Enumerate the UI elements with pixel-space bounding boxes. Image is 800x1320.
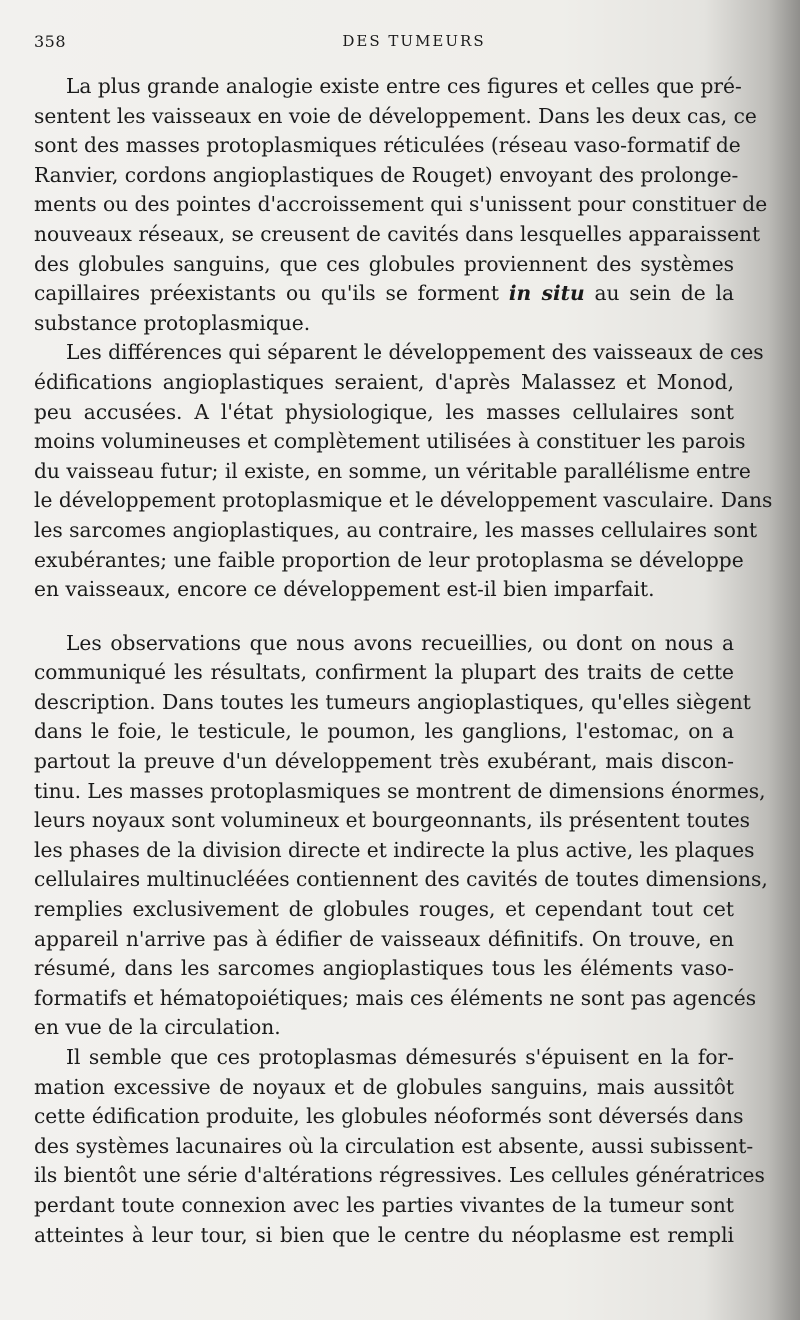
paragraph-2: [34, 338, 773, 604]
text-line: Les observations que nous avons recueillies, ou dont on nous a: [66, 630, 734, 655]
text-line: atteintes à leur tour, si bien que le centre du néoplasme est rempli: [34, 1222, 734, 1247]
text-line: mation excessive de noyaux et de globules sanguins, mais aussitôt: [34, 1074, 734, 1099]
text-line-with-italic: [34, 279, 734, 309]
text-line: peu accusées. A l'état physiologique, les masses cellulaires sont: [34, 399, 734, 424]
text-line: Les différences qui séparent le développement des vaisseaux de ces: [66, 340, 764, 365]
text-segment: au sein de la: [594, 281, 734, 306]
text-line: La plus grande analogie existe entre ces figures et celles que pré-: [66, 74, 742, 98]
text-line: cette édification produite, les globules néoformés sont déversés dans: [34, 1104, 744, 1129]
text-line: cellulaires multinucléées contiennent des cavités de toutes dimensions,: [34, 867, 768, 892]
text-line: moins volumineuses et complètement utilisées à constituer les parois: [34, 429, 746, 454]
text-line: le développement protoplasmique et le développement vasculaire. Dans: [34, 488, 773, 513]
text-line: du vaisseau futur; il existe, en somme, un véritable parallélisme entre: [34, 458, 751, 483]
text-line: résumé, dans les sarcomes angioplastiques tous les éléments vaso-: [34, 956, 734, 981]
paragraph-1: [34, 72, 768, 338]
text-line: substance protoplasmique.: [34, 310, 311, 335]
text-line: des globules sanguins, que ces globules proviennent des systèmes: [34, 251, 734, 276]
body-text: [34, 72, 773, 1250]
text-line: appareil n'arrive pas à édifier de vaisseaux définitifs. On trouve, en: [34, 926, 734, 951]
text-line: les phases de la division directe et indirecte la plus active, les plaques: [34, 837, 755, 862]
running-head: DES TUMEURS: [342, 32, 486, 50]
paragraph-3: [34, 629, 768, 1043]
page-header: [34, 32, 754, 58]
text-line: exubérantes; une faible proportion de leur protoplasma se développe: [34, 547, 744, 572]
text-line: ments ou des pointes d'accroissement qui s'unissent pour constituer de: [34, 192, 768, 217]
text-line: en vue de la circulation.: [34, 1015, 281, 1040]
text-line: Il semble que ces protoplasmas démesurés s'épuisent en la for-: [66, 1045, 734, 1069]
italic-term: in situ: [508, 281, 585, 306]
text-line: tinu. Les masses protoplasmiques se montrent de dimensions énormes,: [34, 778, 766, 803]
text-line: sont des masses protoplasmiques réticulées (réseau vaso-formatif de: [34, 133, 741, 158]
text-line: les sarcomes angioplastiques, au contraire, les masses cellulaires sont: [34, 517, 758, 542]
text-line: communiqué les résultats, confirment la plupart des traits de cette: [34, 660, 734, 685]
text-line: leurs noyaux sont volumineux et bourgeonnants, ils présentent toutes: [34, 808, 751, 833]
text-line: édifications angioplastiques seraient, d'après Malassez et Monod,: [34, 369, 734, 394]
text-line: ils bientôt une série d'altérations régressives. Les cellules génératrices: [34, 1163, 765, 1188]
text-line: nouveaux réseaux, se creusent de cavités dans lesquelles apparaissent: [34, 221, 761, 246]
text-line: Ranvier, cordons angioplastiques de Rouget) envoyant des prolonge-: [34, 162, 739, 187]
text-segment: capillaires préexistants ou qu'ils se forment: [34, 281, 500, 306]
section-gap: [34, 605, 734, 629]
text-line: remplies exclusivement de globules rouges, et cependant tout cet: [34, 897, 734, 922]
text-line: perdant toute connexion avec les parties vivantes de la tumeur sont: [34, 1192, 734, 1217]
text-line: dans le foie, le testicule, le poumon, les ganglions, l'estomac, on a: [34, 719, 734, 744]
text-line: des systèmes lacunaires où la circulation est absente, aussi subissent-: [34, 1133, 754, 1158]
text-line: formatifs et hématopoiétiques; mais ces éléments ne sont pas agencés: [34, 985, 757, 1010]
text-line: sentent les vaisseaux en voie de développement. Dans les deux cas, ce: [34, 103, 757, 128]
paragraph-4: [34, 1043, 765, 1250]
text-line: partout la preuve d'un développement très exubérant, mais discon-: [34, 749, 734, 774]
text-line: description. Dans toutes les tumeurs angioplastiques, qu'elles siègent: [34, 689, 751, 714]
text-line: en vaisseaux, encore ce développement est-il bien imparfait.: [34, 577, 655, 602]
page-number: 358: [34, 32, 67, 51]
